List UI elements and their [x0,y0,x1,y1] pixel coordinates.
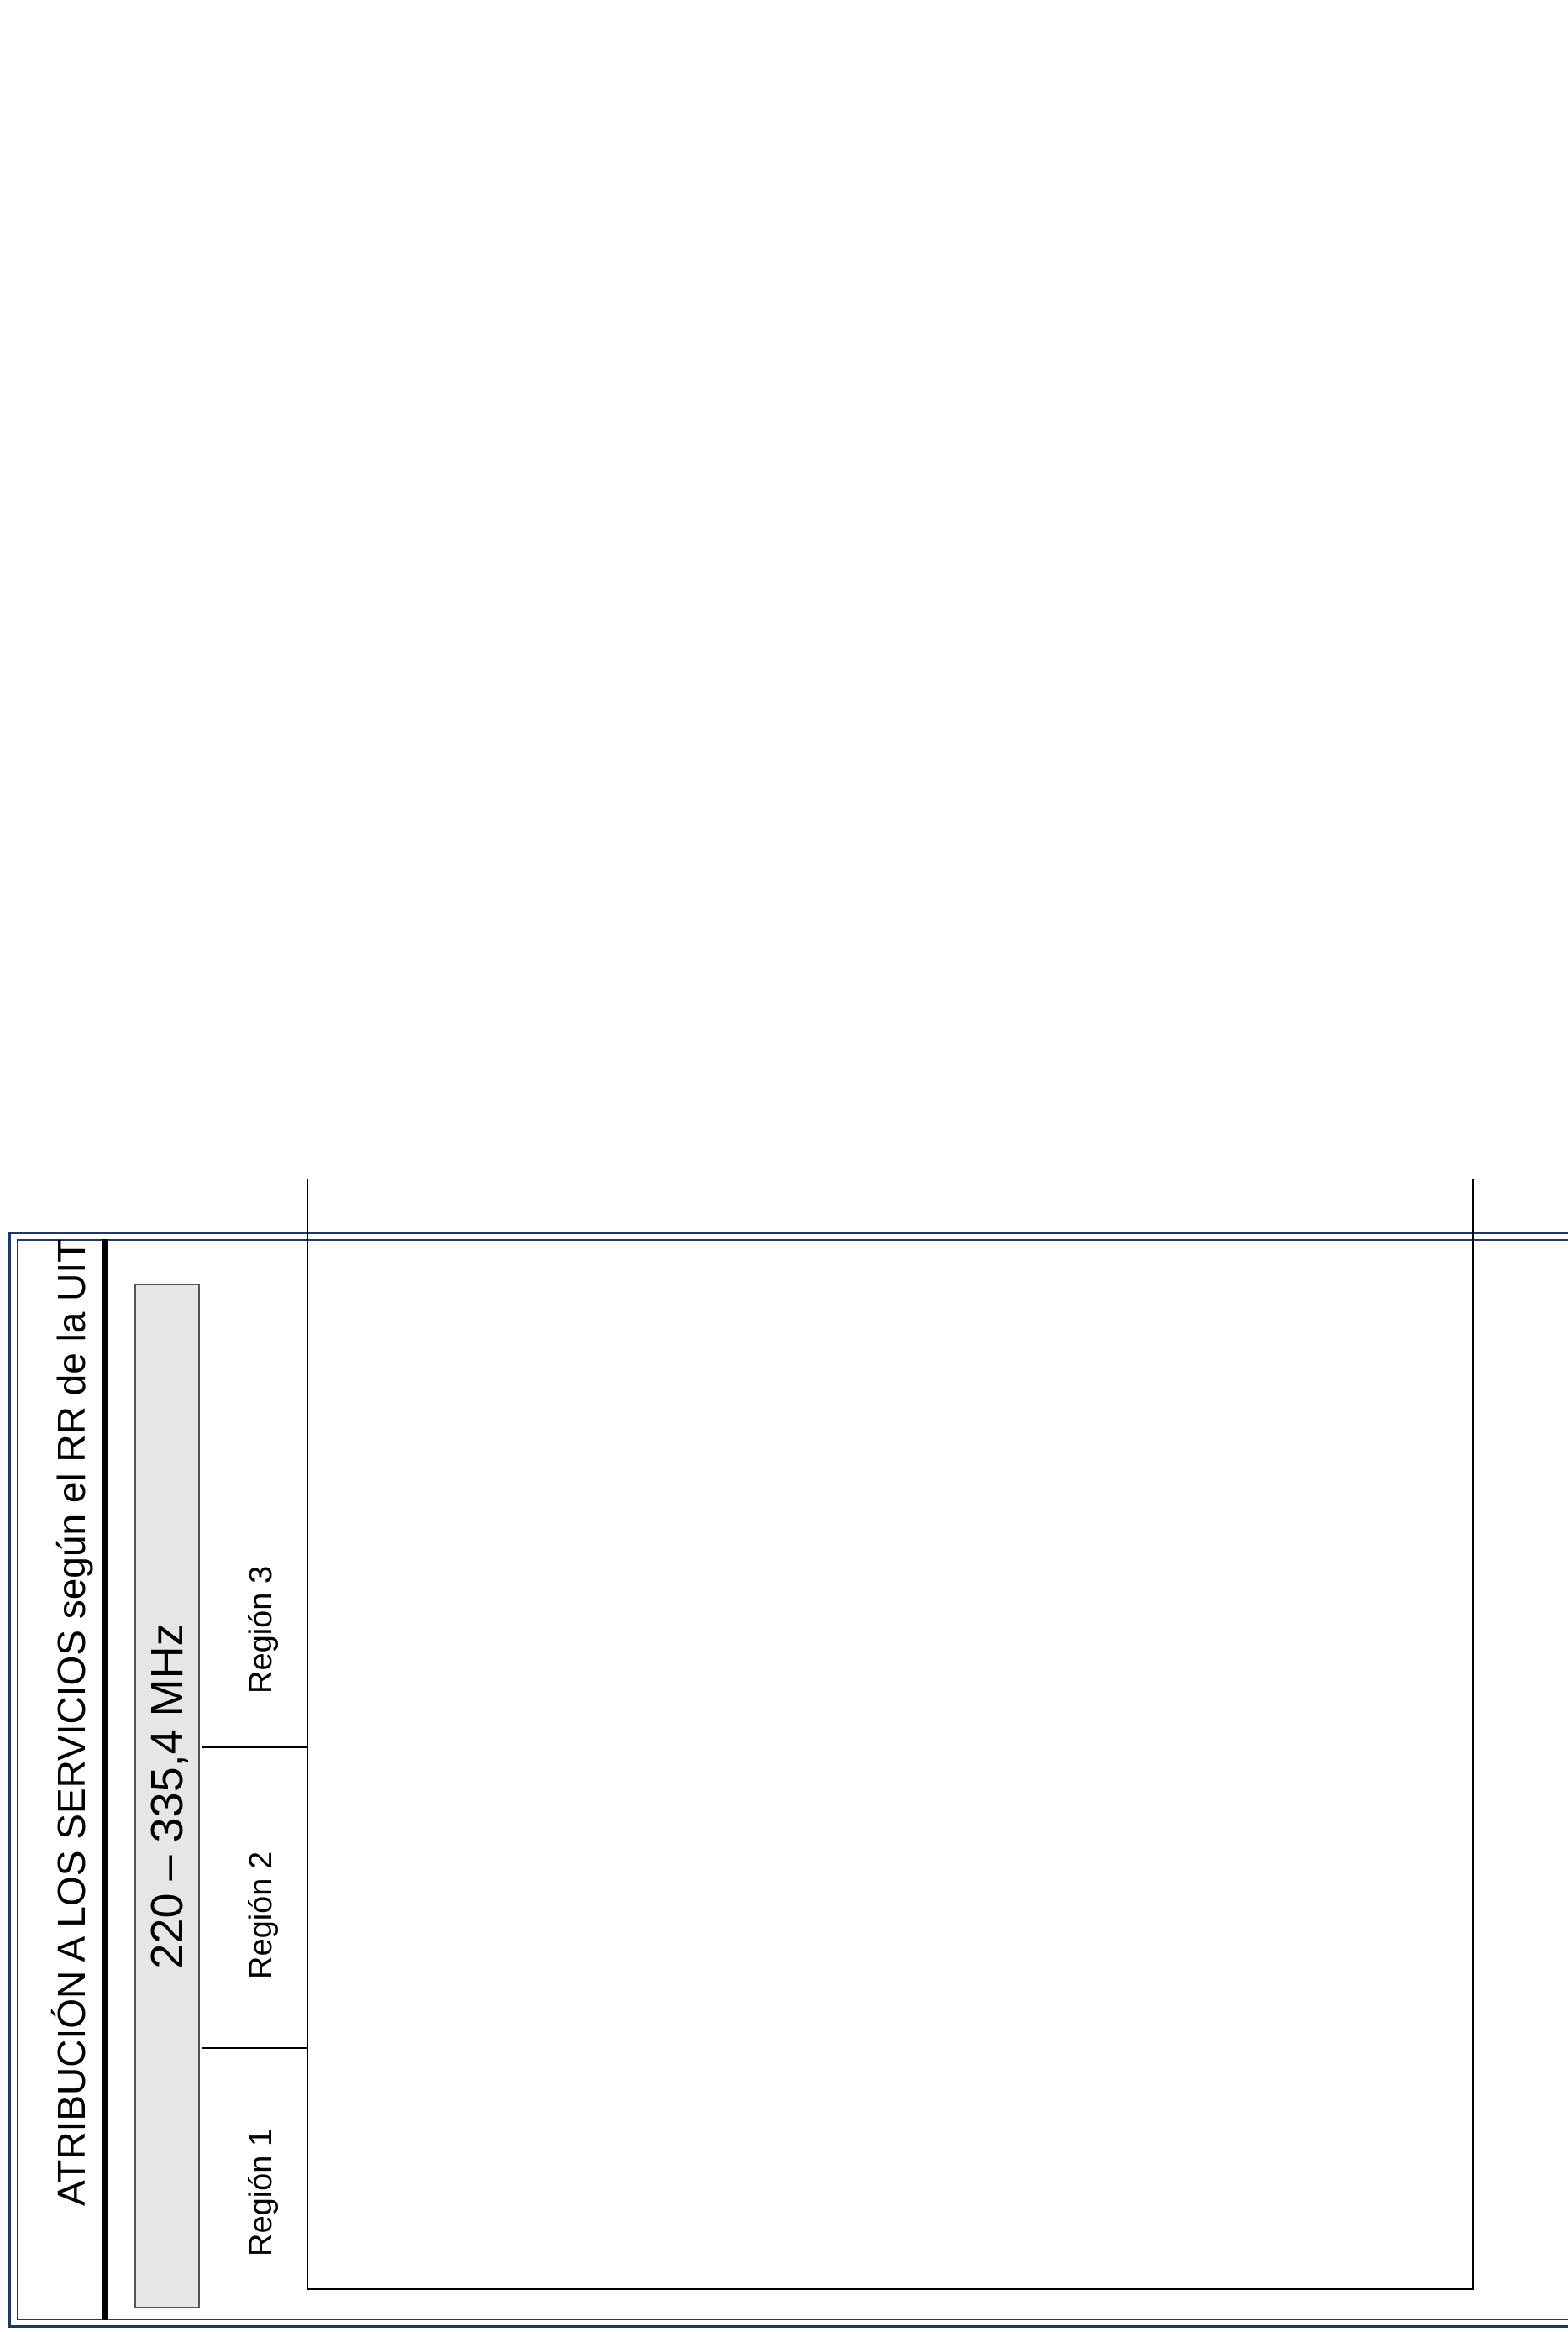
region-divider [202,2047,307,2049]
itu-header: ATRIBUCIÓN A LOS SERVICIOS según el RR de la UIT [50,1238,93,2206]
itu-table [307,1179,1474,2290]
region-divider [202,1746,307,1748]
region-label-3: Región 3 [244,1565,279,1694]
region-label-1: Región 1 [244,2128,279,2256]
itu-header-rule [102,1239,108,2320]
region-label-2: Región 2 [244,1851,279,1979]
itu-band-title: 220 – 335,4 MHz [134,1284,200,2308]
